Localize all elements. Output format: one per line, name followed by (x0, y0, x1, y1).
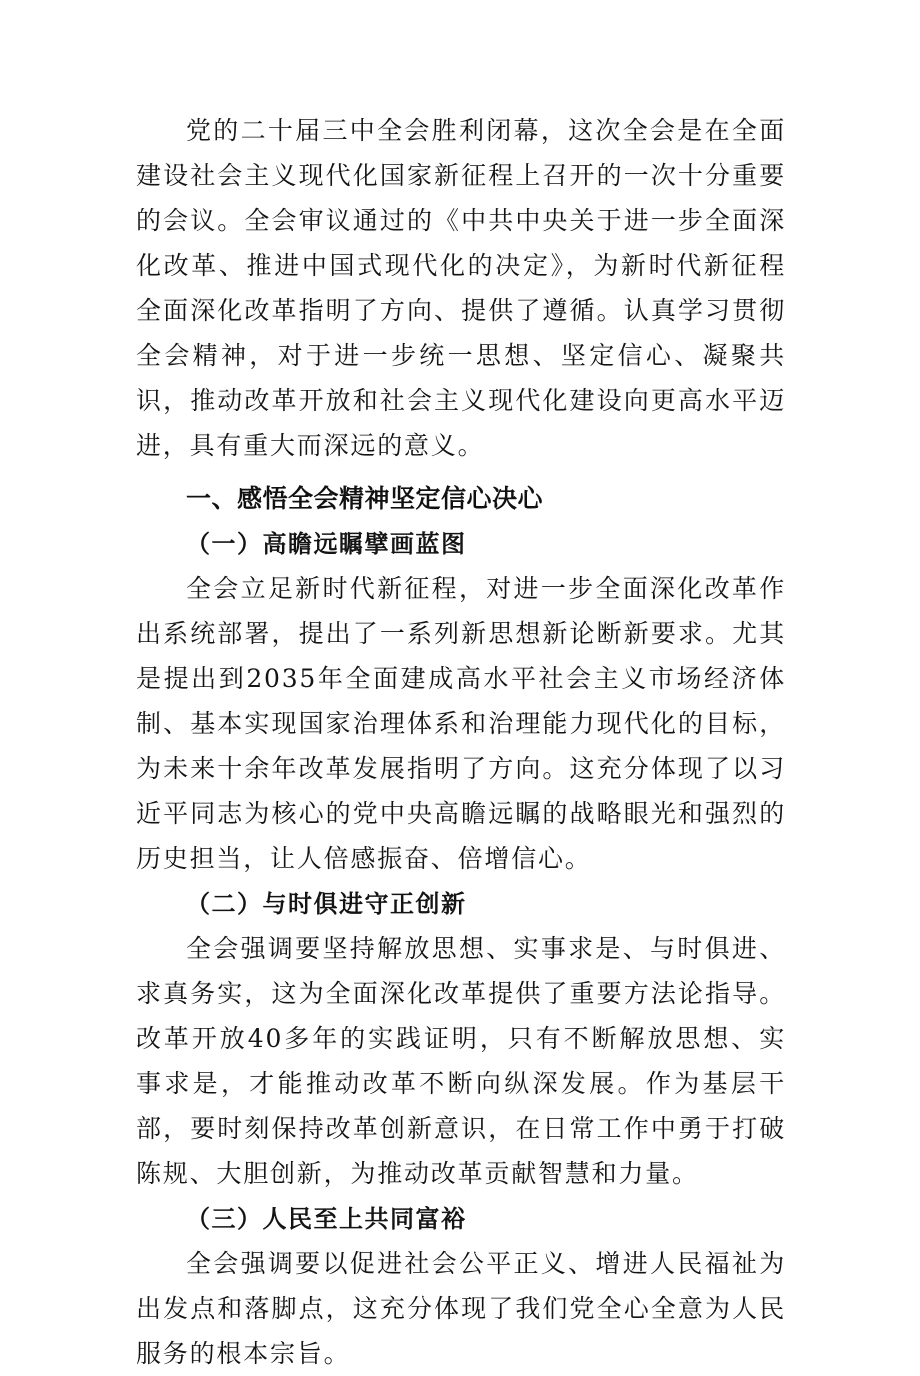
section-heading-1: 一、感悟全会精神坚定信心决心 (186, 484, 544, 513)
subsection-paragraph-1: 全会立足新时代新征程，对进一步全面深化改革作出系统部署，提出了一系列新思想新论断新要求。尤其是提出到2035年全面建成高水平社会主义市场经济体制、基本实现国家治理体系和治理能力现代化的目标，为未来十余年改革发展指明了方向。这充分体现了以习近平同志为核心的党中央高瞻远瞩的战略眼光和强烈的历史担当，让人倍感振奋、倍增信心。 (136, 574, 786, 873)
subsection-paragraph-3: 全会强调要以促进社会公平正义、增进人民福祉为出发点和落脚点，这充分体现了我们党全心全意为人民服务的根本宗旨。 (136, 1249, 786, 1368)
subsection-heading-3: （三）人民至上共同富裕 (186, 1204, 467, 1233)
document-body (136, 108, 786, 1376)
intro-paragraph: 党的二十届三中全会胜利闭幕，这次全会是在全面建设社会主义现代化国家新征程上召开的一次十分重要的会议。全会审议通过的《中共中央关于进一步全面深化改革、推进中国式现代化的决定》，为新时代新征程全面深化改革指明了方向、提供了遵循。认真学习贯彻全会精神，对于进一步统一思想、坚定信心、凝聚共识，推动改革开放和社会主义现代化建设向更高水平迈进，具有重大而深远的意义。 (136, 116, 786, 460)
subsection-heading-2: （二）与时俱进守正创新 (186, 889, 467, 918)
subsection-paragraph-2: 全会强调要坚持解放思想、实事求是、与时俱进、求真务实，这为全面深化改革提供了重要方法论指导。改革开放40多年的实践证明，只有不断解放思想、实事求是，才能推动改革不断向纵深发展。作为基层干部，要时刻保持改革创新意识，在日常工作中勇于打破陈规、大胆创新，为推动改革贡献智慧和力量。 (136, 934, 786, 1188)
subsection-heading-1: （一）高瞻远瞩擘画蓝图 (186, 529, 467, 558)
